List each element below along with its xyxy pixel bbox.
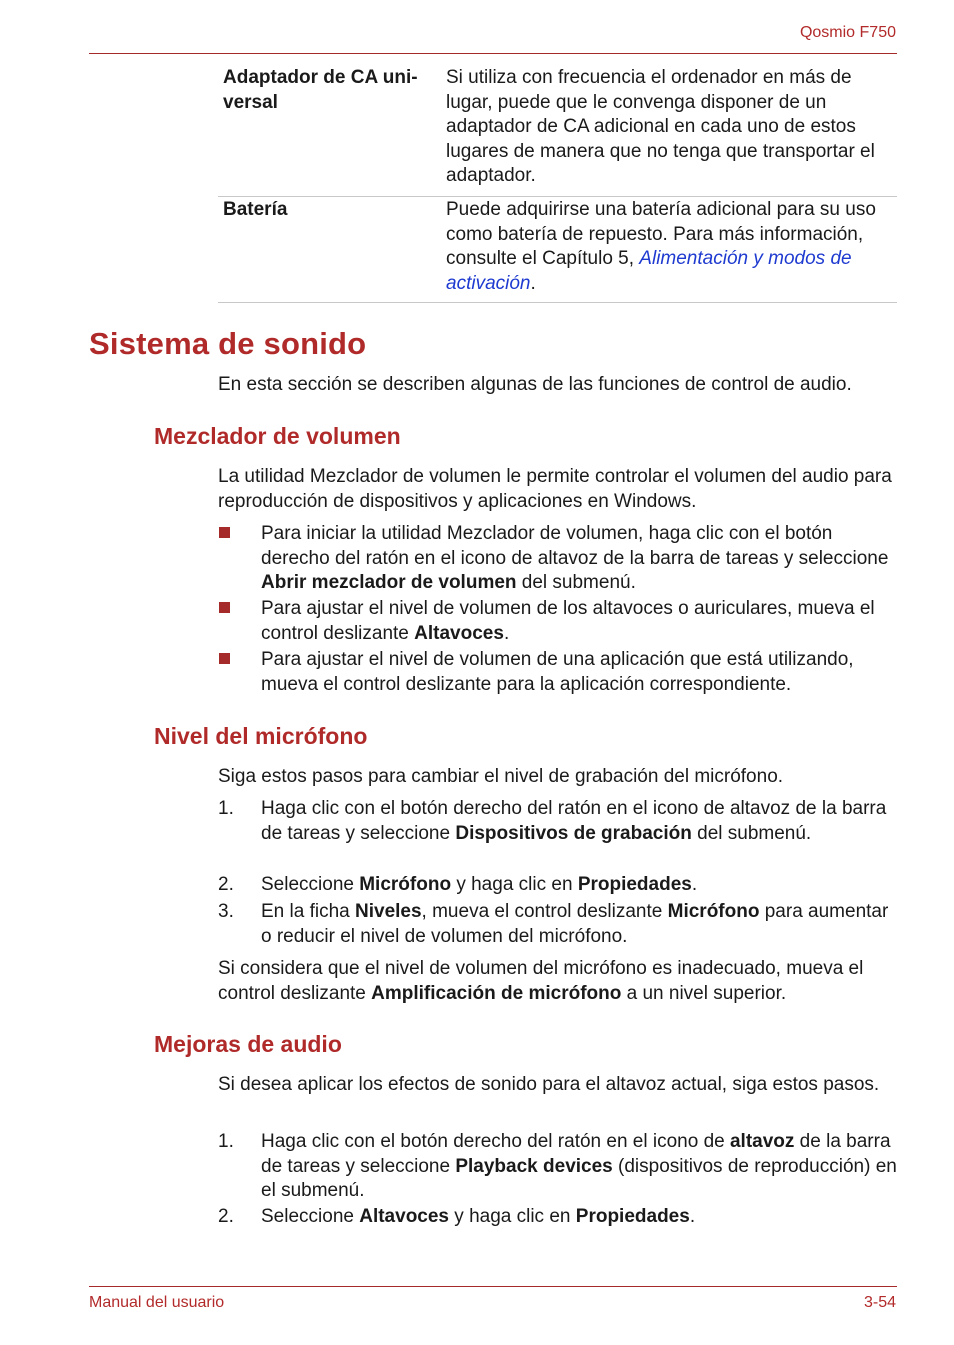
chapter-link[interactable]: Alimentación y modos de activación [446,248,852,294]
subsection-intro: Si desea aplicar los efectos de sonido para el altavoz actual, siga estos pasos. [218,1074,880,1095]
list-item-text: Seleccione Micrófono y haga clic en Propiedades. [261,874,698,895]
footer-rule [89,1286,897,1287]
list-item-text: Seleccione Altavoces y haga clic en Propiedades. [261,1206,696,1227]
bullet-square-icon [219,602,230,613]
footer-manual-title: Manual del usuario [89,1294,225,1311]
table-description [446,66,896,189]
step-number: 1. [218,798,234,819]
subsection-title: Mejoras de audio [154,1031,342,1057]
table-description [446,198,896,296]
page-number: 3-54 [863,1294,896,1311]
step-number: 1. [218,1131,234,1152]
list-item-text: Para ajustar el nivel de volumen de los altavoces o auriculares, mueva el control deslizante Altavoces. [261,598,875,644]
subsection-intro: La utilidad Mezclador de volumen le permite controlar el volumen del audio para reproducción de dispositivos y aplicaciones en Windows. [218,466,892,512]
subsection-title: Mezclador de volumen [154,423,401,449]
list-item-text: Haga clic con el botón derecho del ratón en el icono de altavoz de la barra de tareas y seleccione Playback devices (dispositivos de reproducción) en el submenú. [261,1131,897,1201]
desc-text: Si utiliza con frecuencia el ordenador en más de lugar, puede que le convenga disponer de un adaptador de CA adicional en cada uno de estos lugares de manera que no tenga que transportar el adaptador. [446,67,875,186]
table-term [223,66,438,115]
step-number: 2. [218,874,234,895]
bullet-square-icon [219,653,230,664]
step-number: 2. [218,1206,234,1227]
desc-text: Puede adquirirse una batería adicional para su uso como batería de repuesto. Para más información, consulte el Capítulo 5, [446,199,876,269]
header-rule [89,53,897,54]
section-title: Sistema de sonido [89,326,367,361]
list-item-text: Haga clic con el botón derecho del ratón en el icono de altavoz de la barra de tareas y seleccione Dispositivos de grabación del submenú. [261,798,887,844]
mic-note: Si considera que el nivel de volumen del micrófono es inadecuado, mueva el control deslizante Amplificación de micrófono a un nivel superior. [218,958,864,1004]
table-term: Batería [223,199,288,220]
subsection-intro: Siga estos pasos para cambiar el nivel de grabación del micrófono. [218,766,784,787]
subsection-title: Nivel del micrófono [154,723,368,749]
bullet-square-icon [219,527,230,538]
table-row [218,198,897,303]
step-number: 3. [218,901,234,922]
section-intro: En esta sección se describen algunas de las funciones de control de audio. [218,374,852,395]
running-header: Qosmio F750 [799,24,896,41]
list-item-text: En la ficha Niveles, mueva el control deslizante Micrófono para aumentar o reducir el nivel de volumen del micrófono. [261,901,889,947]
term-text: Adaptador de CA uni- versal [223,67,418,113]
list-item-text: Para ajustar el nivel de volumen de una aplicación que está utilizando, mueva el control deslizante para la aplicación correspondiente. [261,649,854,695]
desc-text: . [530,272,536,294]
table-row [218,66,897,197]
list-item-text: Para iniciar la utilidad Mezclador de volumen, haga clic con el botón derecho del ratón en el icono de altavoz de la barra de tareas y seleccione Abrir mezclador de volumen del submenú. [261,523,889,593]
